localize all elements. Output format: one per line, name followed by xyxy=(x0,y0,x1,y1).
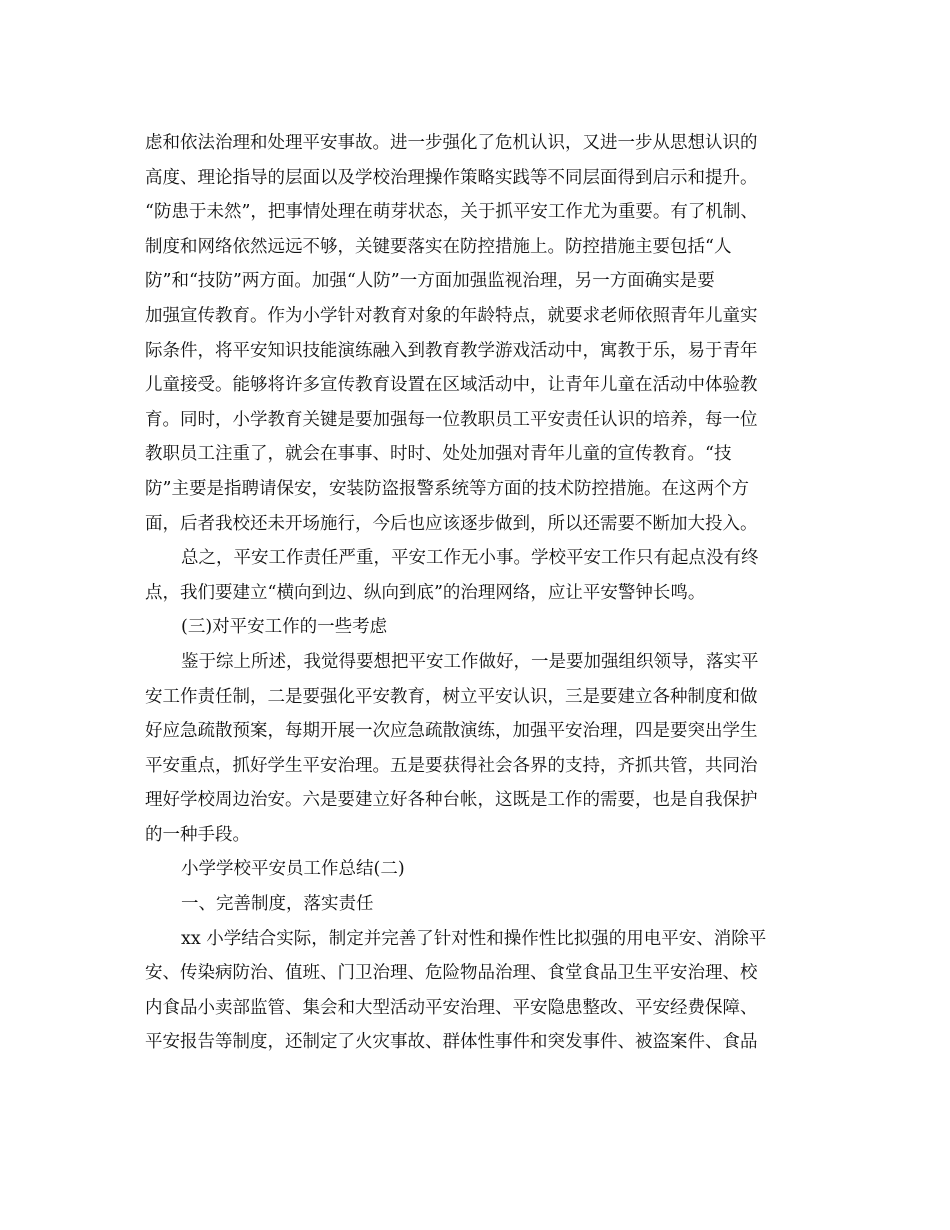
section-heading: (三)对平安工作的一些考虑 xyxy=(181,617,388,638)
text-line: “防患于未然”，把事情处理在萌芽状态，关于抓平安工作尤为重要。有了机制、 xyxy=(145,202,758,223)
text-line: 加强宣传教育。作为小学针对教育对象的年龄特点，就要求老师依照青年儿童实 xyxy=(145,305,758,326)
text-line: 点，我们要建立“横向到边、纵向到底”的治理网络，应让平安警钟长鸣。 xyxy=(145,582,706,603)
text-line: 平安报告等制度，还制定了火灾事故、群体性事件和突发事件、被盗案件、食品 xyxy=(145,1032,758,1053)
text-line: 安、传染病防治、值班、门卫治理、危险物品治理、食堂食品卫生平安治理、校 xyxy=(145,963,758,984)
text-line: 虑和依法治理和处理平安事故。进一步强化了危机认识，又进一步从思想认识的 xyxy=(145,133,758,153)
text-line: 安工作责任制，二是要强化平安教育，树立平安认识，三是要建立各种制度和做 xyxy=(145,686,758,707)
text-line: 高度、理论指导的层面以及学校治理操作策略实践等不同层面得到启示和提升。 xyxy=(145,167,758,188)
text-line: 际条件，将平安知识技能演练融入到教育教学游戏活动中，寓教于乐，易于青年 xyxy=(145,340,758,361)
paragraph-first-line: xx 小学结合实际，制定并完善了针对性和操作性比拟强的用电平安、消除平 xyxy=(181,928,767,949)
text-line: 防”主要是指聘请保安，安装防盗报警系统等方面的技术防控措施。在这两个方 xyxy=(145,478,749,499)
text-line: 的一种手段。 xyxy=(145,824,250,845)
text-line: 防”和“技防”两方面。加强“人防”一方面加强监视治理，另一方面确实是要 xyxy=(145,271,715,292)
text-line: 儿童接受。能够将许多宣传教育设置在区域活动中，让青年儿童在活动中体验教 xyxy=(145,375,758,396)
document-subtitle: 小学学校平安员工作总结(二) xyxy=(181,859,405,880)
text-line: 面，后者我校还未开场施行，今后也应该逐步做到，所以还需要不断加大投入。 xyxy=(145,513,758,534)
text-line: 理好学校周边治安。六是要建立好各种台帐，这既是工作的需要，也是自我保护 xyxy=(145,790,758,811)
text-line: 内食品小卖部监管、集会和大型活动平安治理、平安隐患整改、平安经费保障、 xyxy=(145,997,758,1018)
text-line: 制度和网络依然远远不够，关键要落实在防控措施上。防控措施主要包括“人 xyxy=(145,236,732,257)
text-line: 育。同时，小学教育关键是要加强每一位教职员工平安责任认识的培养，每一位 xyxy=(145,409,758,430)
paragraph-first-line: 总之，平安工作责任严重，平安工作无小事。学校平安工作只有起点没有终 xyxy=(181,548,759,569)
text-line: 教职员工注重了，就会在事事、时时、处处加强对青年儿童的宣传教育。“技 xyxy=(145,444,732,465)
text-line: 平安重点，抓好学生平安治理。五是要获得社会各界的支持，齐抓共管，共同治 xyxy=(145,755,758,776)
document-body xyxy=(145,126,805,1060)
section-heading: 一、完善制度，落实责任 xyxy=(181,894,374,915)
text-line: 好应急疏散预案，每期开展一次应急疏散演练，加强平安治理，四是要突出学生 xyxy=(145,721,758,742)
paragraph-first-line: 鉴于综上所述，我觉得要想把平安工作做好，一是要加强组织领导，落实平 xyxy=(181,651,759,672)
